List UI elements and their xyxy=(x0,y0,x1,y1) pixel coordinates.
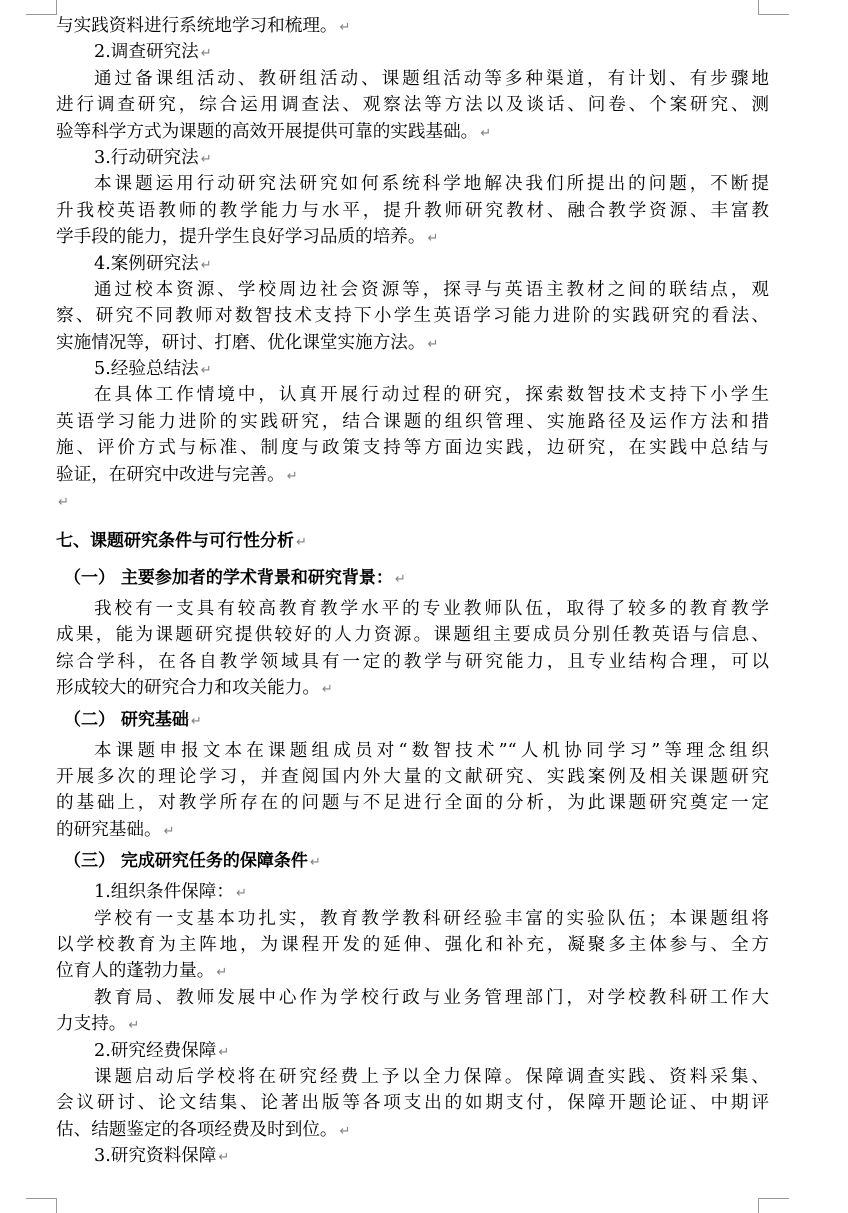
subheading-experience-summary: 5.经验总结法 ↵ xyxy=(94,359,212,380)
text-line: 以学校教育为主阵地，为课程开发的延伸、强化和补充，凝聚多主体参与、全方 xyxy=(56,934,769,955)
text-line: 通过备课组活动、教研组活动、课题组活动等多种渠道，有计划、有步骤地 xyxy=(94,68,769,89)
text-line: 成果，能为课题研究提供较好的人力资源。课题组主要成员分别任教英语与信息、 xyxy=(56,625,769,646)
text-line: 在具体工作情境中，认真开展行动过程的研究，探索数智技术支持下小学生 xyxy=(94,385,769,406)
subsection-heading-one: （一） 主要参加者的学术背景和研究背景： ↵ xyxy=(64,568,406,589)
text-line: 位育人的蓬勃力量。 ↵ xyxy=(56,961,228,982)
text-line: 本课题申报文本在课题组成员对“数智技术”“人机协同学习”等理念组织 xyxy=(94,740,769,761)
paragraph-mark-icon: ↵ xyxy=(296,535,307,551)
paragraph-mark-icon: ↵ xyxy=(190,713,202,729)
subsection-heading-three: （三） 完成研究任务的保障条件 ↵ xyxy=(64,851,321,872)
paragraph-mark-icon: ↵ xyxy=(309,855,321,871)
text-line: 力支持。 ↵ xyxy=(56,1014,140,1035)
paragraph-mark-icon: ↵ xyxy=(218,1150,230,1166)
text-line: 验证，在研究中改进与完善。 ↵ xyxy=(56,464,298,485)
subsection-heading-two: （二） 研究基础 ↵ xyxy=(64,709,202,730)
subheading-case-study: 4.案例研究法 ↵ xyxy=(94,253,212,274)
text-line: 会议研讨、论文结集、论著出版等各项支出的如期支付，保障开题论证、中期评 xyxy=(56,1093,769,1114)
paragraph-mark-icon: ↵ xyxy=(480,125,492,141)
subheading-funding-guarantee: 2.研究经费保障 ↵ xyxy=(94,1040,230,1061)
text-line: 的研究基础。 ↵ xyxy=(56,819,175,840)
page-corner-top-left xyxy=(26,0,57,15)
paragraph-mark-icon: ↵ xyxy=(394,572,406,588)
paragraph-mark-icon: ↵ xyxy=(58,495,69,511)
text-line: 开展多次的理论学习，并查阅国内外大量的文献研究、实践案例及相关课题研究 xyxy=(56,766,769,787)
text-line: 进行调查研究，综合运用调查法、观察法等方法以及谈话、问卷、个案研究、测 xyxy=(56,95,769,116)
text-line: 察、研究不同教师对数智技术支持下小学生英语学习能力进阶的实践研究的看法、 xyxy=(56,306,769,327)
page-corner-bottom-left xyxy=(26,1198,57,1213)
paragraph-mark-icon: ↵ xyxy=(163,823,175,839)
paragraph-mark-icon: ↵ xyxy=(128,1018,140,1034)
paragraph-mark-icon: ↵ xyxy=(321,682,333,698)
text-line: 学校有一支基本功扎实，教育教学教科研经验丰富的实验队伍；本课题组将 xyxy=(94,908,769,929)
text-line: 学手段的能力，提升学生良好学习品质的培养。 ↵ xyxy=(56,227,439,248)
text-line: 升我校英语教师的教学能力与水平，提升教师研究教材、融合教学资源、丰富教 xyxy=(56,200,769,221)
subheading-organization-guarantee: 1.组织条件保障： ↵ xyxy=(94,882,247,903)
text-line: 本课题运用行动研究法研究如何系统科学地解决我们所提出的问题，不断提 xyxy=(94,174,769,195)
text-line: 实施情况等，研讨、打磨、优化课堂实施方法。 ↵ xyxy=(56,332,439,353)
paragraph-mark-icon: ↵ xyxy=(200,151,212,167)
text-line: 施、评价方式与标准、制度与政策支持等方面边实践，边研究，在实践中总结与 xyxy=(56,438,769,459)
text-line: 课题启动后学校将在研究经费上予以全力保障。保障调查实践、资料采集、 xyxy=(94,1066,769,1087)
subheading-materials-guarantee: 3.研究资料保障 ↵ xyxy=(94,1146,230,1167)
text-line: 的基础上，对教学所存在的问题与不足进行全面的分析，为此课题研究奠定一定 xyxy=(56,793,769,814)
page-corner-bottom-right xyxy=(758,1198,789,1213)
paragraph-mark-icon: ↵ xyxy=(218,1044,230,1060)
text-line: 通过校本资源、学校周边社会资源等，探寻与英语主教材之间的联结点，观 xyxy=(94,279,769,300)
paragraph-mark-icon: ↵ xyxy=(339,1123,351,1139)
paragraph-mark-icon: ↵ xyxy=(427,231,439,247)
subheading-survey-method: 2.调查研究法 ↵ xyxy=(94,42,212,63)
paragraph-mark-icon: ↵ xyxy=(216,965,228,981)
subheading-action-research: 3.行动研究法 ↵ xyxy=(94,147,212,168)
text-line: 形成较大的研究合力和攻关能力。 ↵ xyxy=(56,678,333,699)
empty-paragraph xyxy=(56,488,769,514)
text-line: 教育局、教师发展中心作为学校行政与业务管理部门，对学校教科研工作大 xyxy=(94,987,769,1008)
paragraph-mark-icon: ↵ xyxy=(427,336,439,352)
section-heading-seven: 七、课题研究条件与可行性分析 ↵ xyxy=(56,531,307,552)
text-line: 估、结题鉴定的各项经费及时到位。 ↵ xyxy=(56,1119,351,1140)
paragraph-mark-icon: ↵ xyxy=(235,886,247,902)
text-line: 与实践资料进行系统地学习和梳理。 ↵ xyxy=(56,16,351,36)
paragraph-mark-icon: ↵ xyxy=(286,468,298,484)
text-line: 验等科学方式为课题的高效开展提供可靠的实践基础。 ↵ xyxy=(56,121,492,142)
text-line: 综合学科，在各自教学领域具有一定的教学与研究能力，且专业结构合理，可以 xyxy=(56,651,769,672)
text-line: 英语学习能力进阶的实践研究，结合课题的组织管理、实施路径及运作方法和措 xyxy=(56,411,769,432)
paragraph-mark-icon: ↵ xyxy=(339,20,351,35)
paragraph-mark-icon: ↵ xyxy=(200,46,212,62)
document-body xyxy=(56,13,769,1169)
paragraph-mark-icon: ↵ xyxy=(200,257,212,273)
text-line: 我校有一支具有较高教育教学水平的专业教师队伍，取得了较多的教育教学 xyxy=(94,599,769,620)
paragraph-mark-icon: ↵ xyxy=(200,363,212,379)
